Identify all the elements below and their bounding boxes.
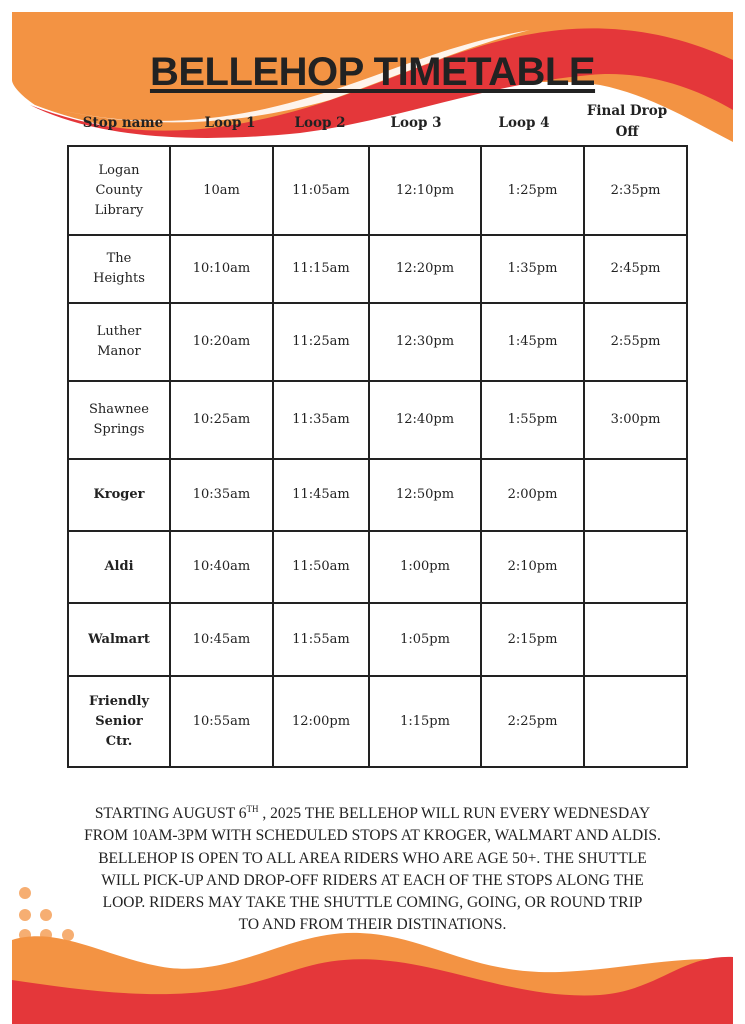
header-loop-4: Loop 4 bbox=[498, 115, 550, 131]
table-row bbox=[68, 146, 687, 235]
stop-name: Friendly Senior Ctr. bbox=[88, 693, 150, 749]
table-row bbox=[68, 676, 687, 767]
time-cell: 12:10pm bbox=[369, 146, 481, 235]
table-row bbox=[68, 459, 687, 531]
time-cell: 2:55pm bbox=[584, 303, 687, 381]
stop-name: Kroger bbox=[93, 487, 145, 502]
time-cell: 10:45am bbox=[170, 603, 273, 676]
time-cell: 1:15pm bbox=[369, 676, 481, 767]
time-cell: 11:45am bbox=[273, 459, 369, 531]
notice-line: LOOP. RIDERS MAY TAKE THE SHUTTLE COMING, GOING, OR ROUND TRIP bbox=[102, 893, 643, 911]
time-cell: 10:55am bbox=[170, 676, 273, 767]
time-cell: 11:55am bbox=[273, 603, 369, 676]
stop-name-cell bbox=[68, 459, 170, 531]
table-row bbox=[68, 603, 687, 676]
stop-name: Shawnee Springs bbox=[89, 402, 149, 437]
header-loop-2: Loop 2 bbox=[294, 115, 346, 131]
header-final-drop-off: Final Drop Off bbox=[586, 103, 668, 140]
time-cell: 12:40pm bbox=[369, 381, 481, 459]
title-text: BELLEHOP TIMETABLE bbox=[149, 50, 596, 94]
time-cell: 1:00pm bbox=[369, 531, 481, 603]
table-row bbox=[68, 235, 687, 303]
notice-line: FROM 10AM-3PM WITH SCHEDULED STOPS AT KROGER, WALMART AND ALDIS. bbox=[84, 827, 661, 845]
notice-sup: TH bbox=[246, 804, 259, 814]
stop-name-cell bbox=[68, 531, 170, 603]
stop-name-cell bbox=[68, 303, 170, 381]
timetable bbox=[67, 145, 688, 768]
time-cell: 11:50am bbox=[273, 531, 369, 603]
time-cell: 12:50pm bbox=[369, 459, 481, 531]
stop-name-cell bbox=[68, 676, 170, 767]
time-cell: 1:55pm bbox=[481, 381, 584, 459]
notice-text bbox=[40, 798, 705, 936]
time-cell: 2:10pm bbox=[481, 531, 584, 603]
time-cell: 1:05pm bbox=[369, 603, 481, 676]
table-row bbox=[68, 303, 687, 381]
stop-name-cell bbox=[68, 146, 170, 235]
notice-line bbox=[40, 798, 705, 825]
time-cell: 10:35am bbox=[170, 459, 273, 531]
notice-line: WILL PICK-UP AND DROP-OFF RIDERS AT EACH OF THE STOPS ALONG THE bbox=[101, 871, 644, 889]
stop-name: Walmart bbox=[88, 631, 150, 647]
notice-line: BELLEHOP IS OPEN TO ALL AREA RIDERS WHO ARE AGE 50+. THE SHUTTLE bbox=[98, 849, 647, 867]
stop-name: Logan County Library bbox=[94, 162, 144, 218]
table-row bbox=[68, 531, 687, 603]
stop-name-cell bbox=[68, 381, 170, 459]
stop-name: The Heights bbox=[93, 251, 145, 286]
notice-line: TO AND FROM THEIR DISTINATIONS. bbox=[238, 916, 507, 934]
time-cell: 3:00pm bbox=[584, 381, 687, 459]
time-cell: 12:30pm bbox=[369, 303, 481, 381]
time-cell: 10:10am bbox=[170, 235, 273, 303]
header-stop-name: Stop name bbox=[82, 115, 164, 131]
time-cell: 11:25am bbox=[273, 303, 369, 381]
time-cell: 2:45pm bbox=[584, 235, 687, 303]
page-title bbox=[0, 50, 745, 95]
notice-line-1b: , 2025 THE BELLEHOP WILL RUN EVERY WEDNESDAY bbox=[258, 805, 651, 823]
time-cell bbox=[584, 676, 687, 767]
time-cell: 10am bbox=[170, 146, 273, 235]
table-row bbox=[68, 381, 687, 459]
time-cell bbox=[584, 531, 687, 603]
time-cell: 12:00pm bbox=[273, 676, 369, 767]
time-cell: 12:20pm bbox=[369, 235, 481, 303]
time-cell: 11:05am bbox=[273, 146, 369, 235]
time-cell: 2:35pm bbox=[584, 146, 687, 235]
notice-line-1a: STARTING AUGUST 6 bbox=[94, 805, 247, 823]
stop-name: Luther Manor bbox=[96, 324, 142, 359]
time-cell: 10:25am bbox=[170, 381, 273, 459]
header-loop-3: Loop 3 bbox=[390, 115, 442, 131]
time-cell: 2:00pm bbox=[481, 459, 584, 531]
time-cell bbox=[584, 603, 687, 676]
stop-name-cell bbox=[68, 603, 170, 676]
header-loop-1: Loop 1 bbox=[204, 115, 256, 131]
time-cell: 11:15am bbox=[273, 235, 369, 303]
time-cell: 11:35am bbox=[273, 381, 369, 459]
time-cell: 1:45pm bbox=[481, 303, 584, 381]
stop-name: Aldi bbox=[104, 559, 134, 574]
stop-name-cell bbox=[68, 235, 170, 303]
time-cell: 2:15pm bbox=[481, 603, 584, 676]
time-cell: 10:20am bbox=[170, 303, 273, 381]
time-cell: 10:40am bbox=[170, 531, 273, 603]
time-cell: 1:25pm bbox=[481, 146, 584, 235]
time-cell: 1:35pm bbox=[481, 235, 584, 303]
time-cell: 2:25pm bbox=[481, 676, 584, 767]
time-cell bbox=[584, 459, 687, 531]
